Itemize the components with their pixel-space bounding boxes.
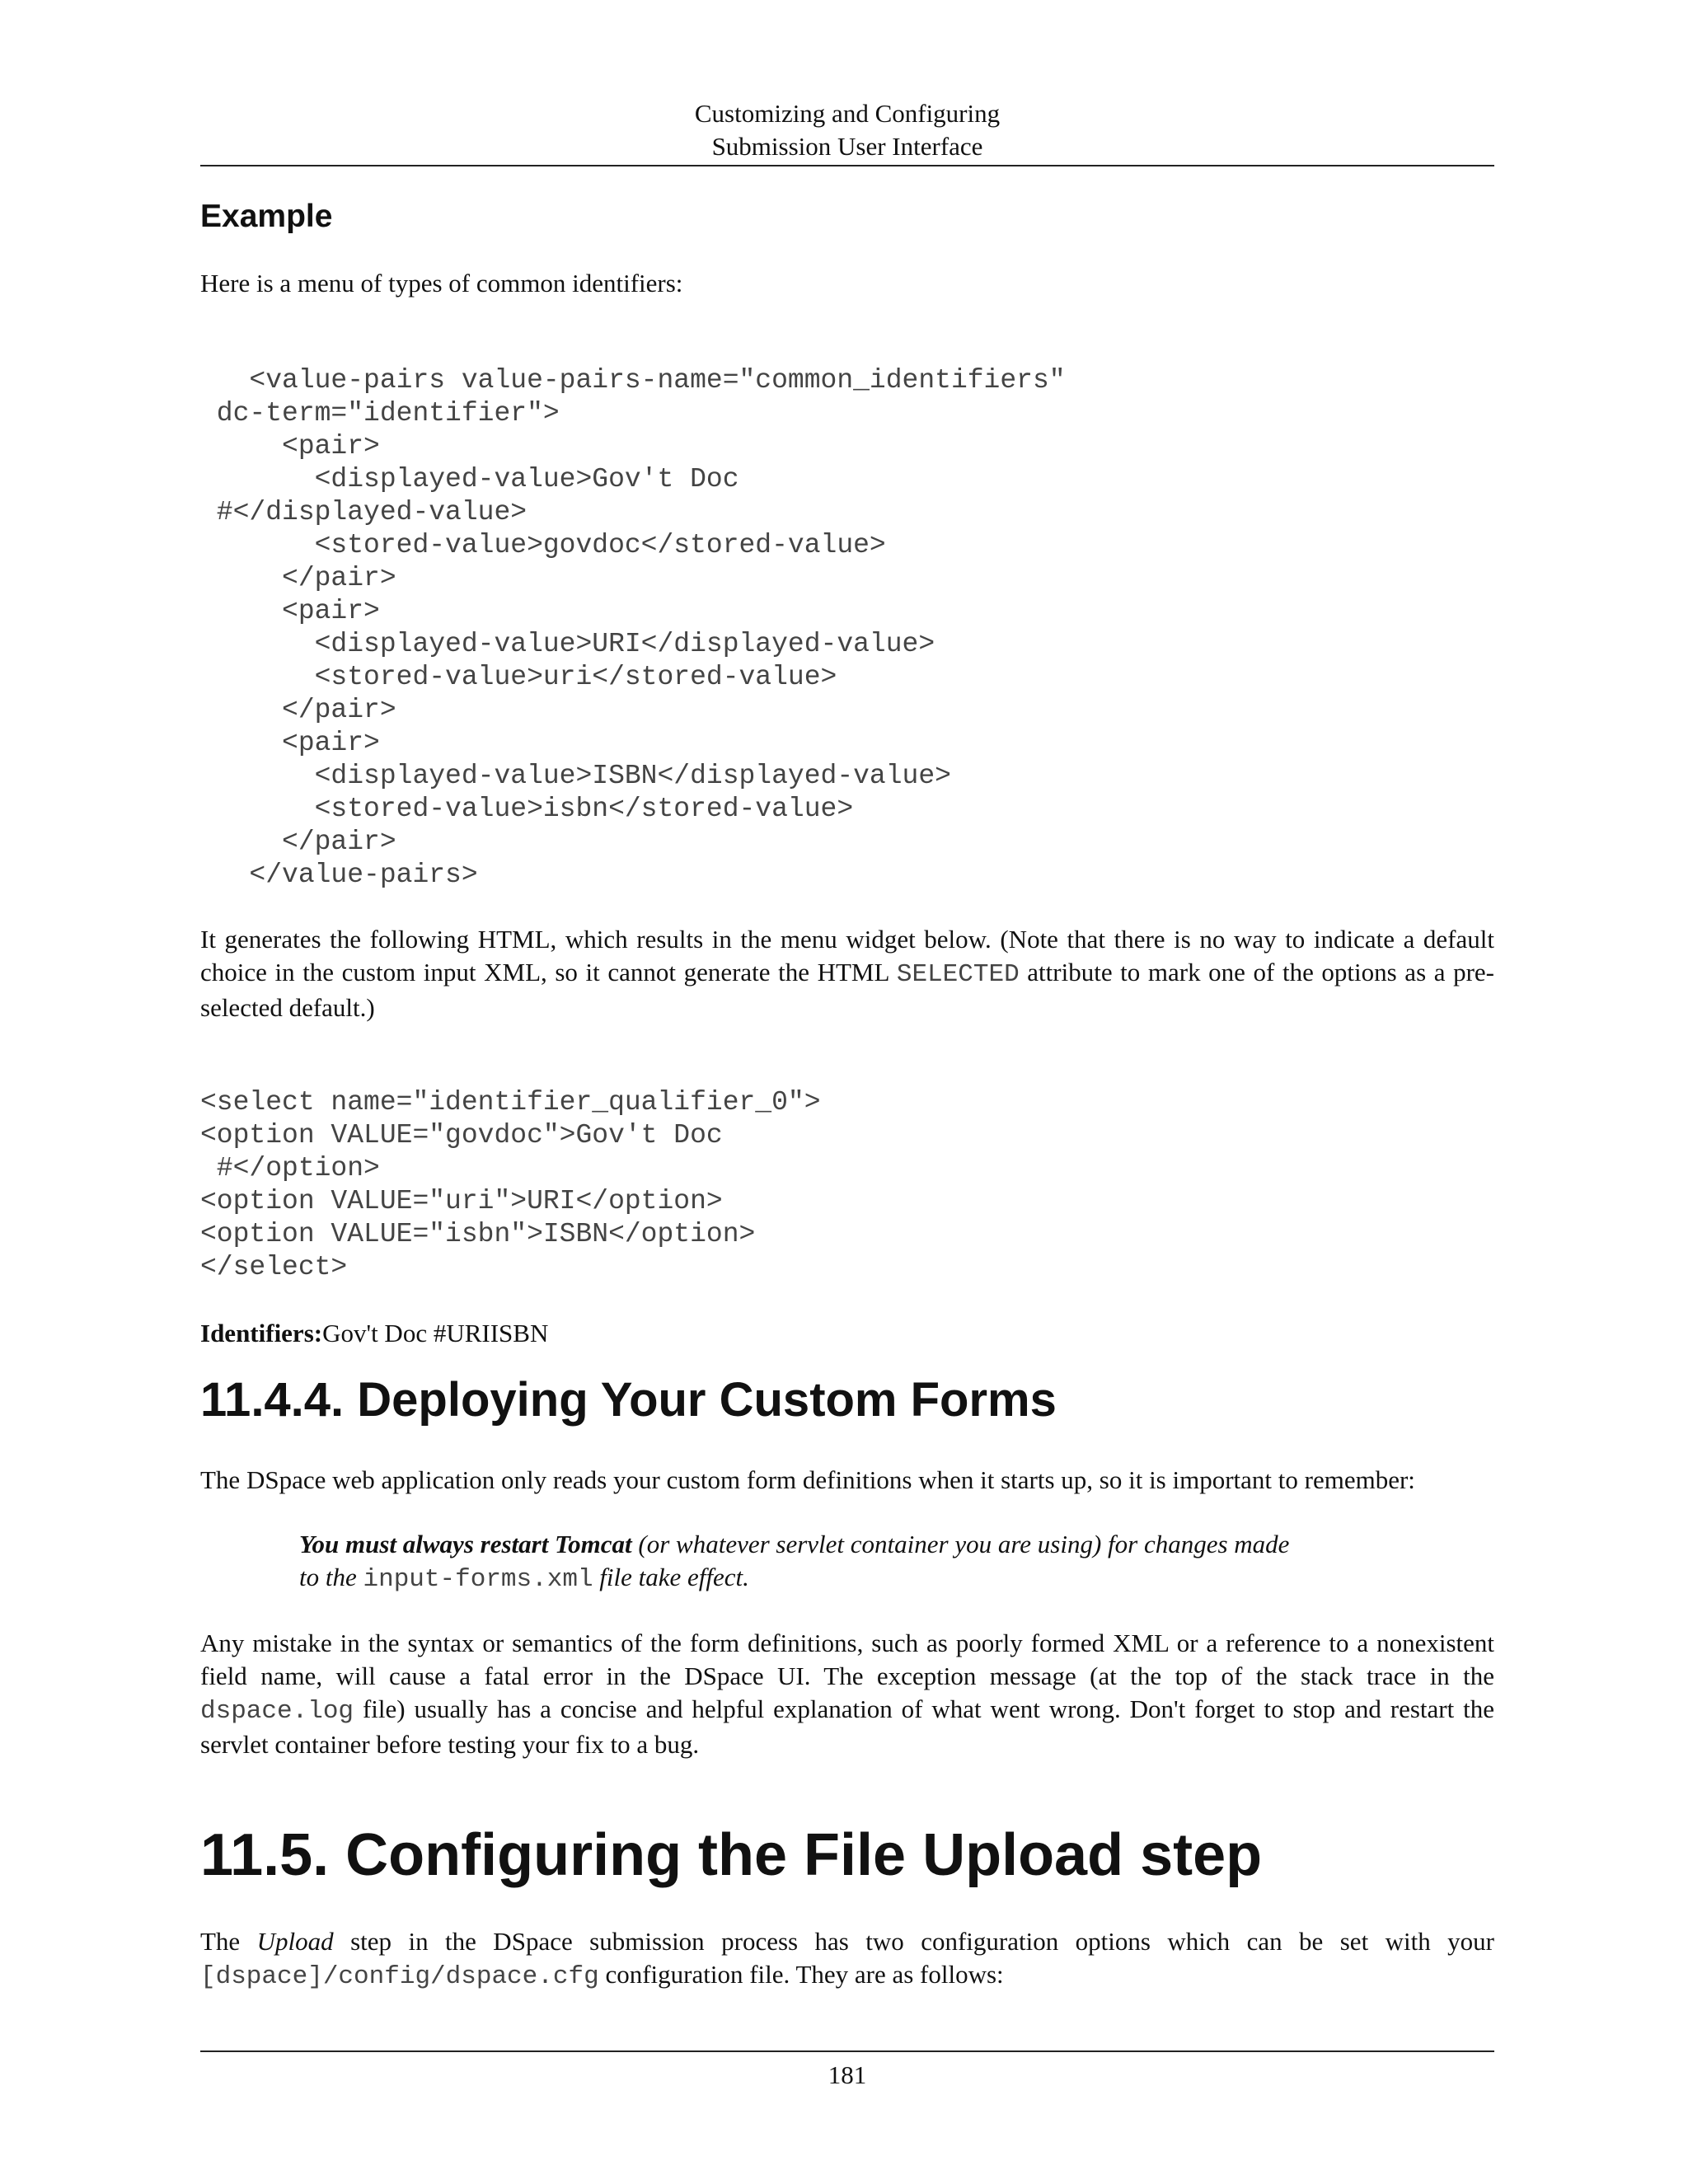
deploy-section-heading: 11.4.4. Deploying Your Custom Forms: [200, 1373, 1057, 1427]
xml-code-block: <value-pairs value-pairs-name="common_identifiers" dc-term="identifier"> <pair> <displayed-value>Gov't Doc #</displayed-value> <stored-value>govdoc</stored-value> </pair> <pair> <displayed-value>URI</displayed-value> <stored-value>uri</stored-value> </pair> <pair> <displayed-value>ISBN</displayed-value> <stored-value>isbn</stored-value> </pair> </value-pairs>: [216, 365, 1066, 890]
html-para-text-2: attribute to mark one of the options as a pre-selected default.): [200, 958, 1494, 1022]
running-header-line2: Submission User Interface: [711, 132, 983, 161]
identifiers-value: Gov't Doc #URIISBN: [322, 1319, 549, 1347]
upload-text-3: configuration file. They are as follows:: [598, 1960, 1004, 1989]
input-forms-filename: input-forms.xml: [363, 1565, 593, 1594]
mistake-text-2: file) usually has a concise and helpful explanation of what went wrong. Don't forget to stop and restart the servlet container before testing your fix to a bug.: [200, 1694, 1494, 1759]
identifiers-widget-output: [200, 1317, 1494, 1350]
dspace-log-filename: dspace.log: [200, 1697, 354, 1726]
deploy-paragraph: The DSpace web application only reads your custom form definitions when it starts up, so it is important to remember:: [200, 1465, 1415, 1494]
header-rule: [200, 165, 1494, 166]
upload-text-1: The: [200, 1927, 257, 1956]
mistake-paragraph: [200, 1627, 1494, 1761]
upload-text-2: step in the DSpace submission process has two configuration options which can be set with your: [333, 1927, 1494, 1956]
mistake-text-1: Any mistake in the syntax or semantics of the form definitions, such as poorly formed XML or a reference to a nonexistent field name, will cause a fatal error in the DSpace UI. The exception message (at the top of the stack trace in the: [200, 1629, 1494, 1690]
upload-section-heading: 11.5. Configuring the File Upload step: [200, 1822, 1263, 1888]
note-text-2: to the: [299, 1563, 363, 1591]
footer-rule: [200, 2050, 1494, 2052]
document-page: [200, 0, 1494, 2184]
note-bold-text: You must always restart Tomcat: [299, 1530, 632, 1558]
note-line-1: [299, 1528, 1453, 1561]
note-line-2: [299, 1561, 1453, 1596]
restart-tomcat-note: [299, 1528, 1453, 1596]
selected-attribute-code: SELECTED: [896, 960, 1020, 989]
html-para-text-1: It generates the following HTML, which results in the menu widget below. (Note that there is no way to indicate a default choice in the custom input XML, so it cannot generate the HTML: [200, 925, 1494, 987]
note-text-1: (or whatever servlet container you are using) for changes made: [631, 1530, 1290, 1558]
upload-paragraph: [200, 1925, 1494, 1994]
html-explanation-paragraph: [200, 923, 1494, 1024]
select-code-block: <select name="identifier_qualifier_0"> <option VALUE="govdoc">Gov't Doc #</option> <option VALUE="uri">URI</option> <option VALUE="isbn">ISBN</option> </select>: [200, 1087, 821, 1282]
running-header-line1: Customizing and Configuring: [694, 99, 1001, 128]
dspace-cfg-path: [dspace]/config/dspace.cfg: [200, 1962, 599, 1991]
example-heading: Example: [200, 199, 333, 234]
running-header: [200, 97, 1494, 163]
page-number: 181: [828, 2060, 867, 2089]
note-text-3: file take effect.: [593, 1563, 749, 1591]
identifiers-label: Identifiers:: [200, 1319, 323, 1347]
upload-italic-term: Upload: [256, 1927, 334, 1956]
example-intro: Here is a menu of types of common identifiers:: [200, 269, 683, 298]
